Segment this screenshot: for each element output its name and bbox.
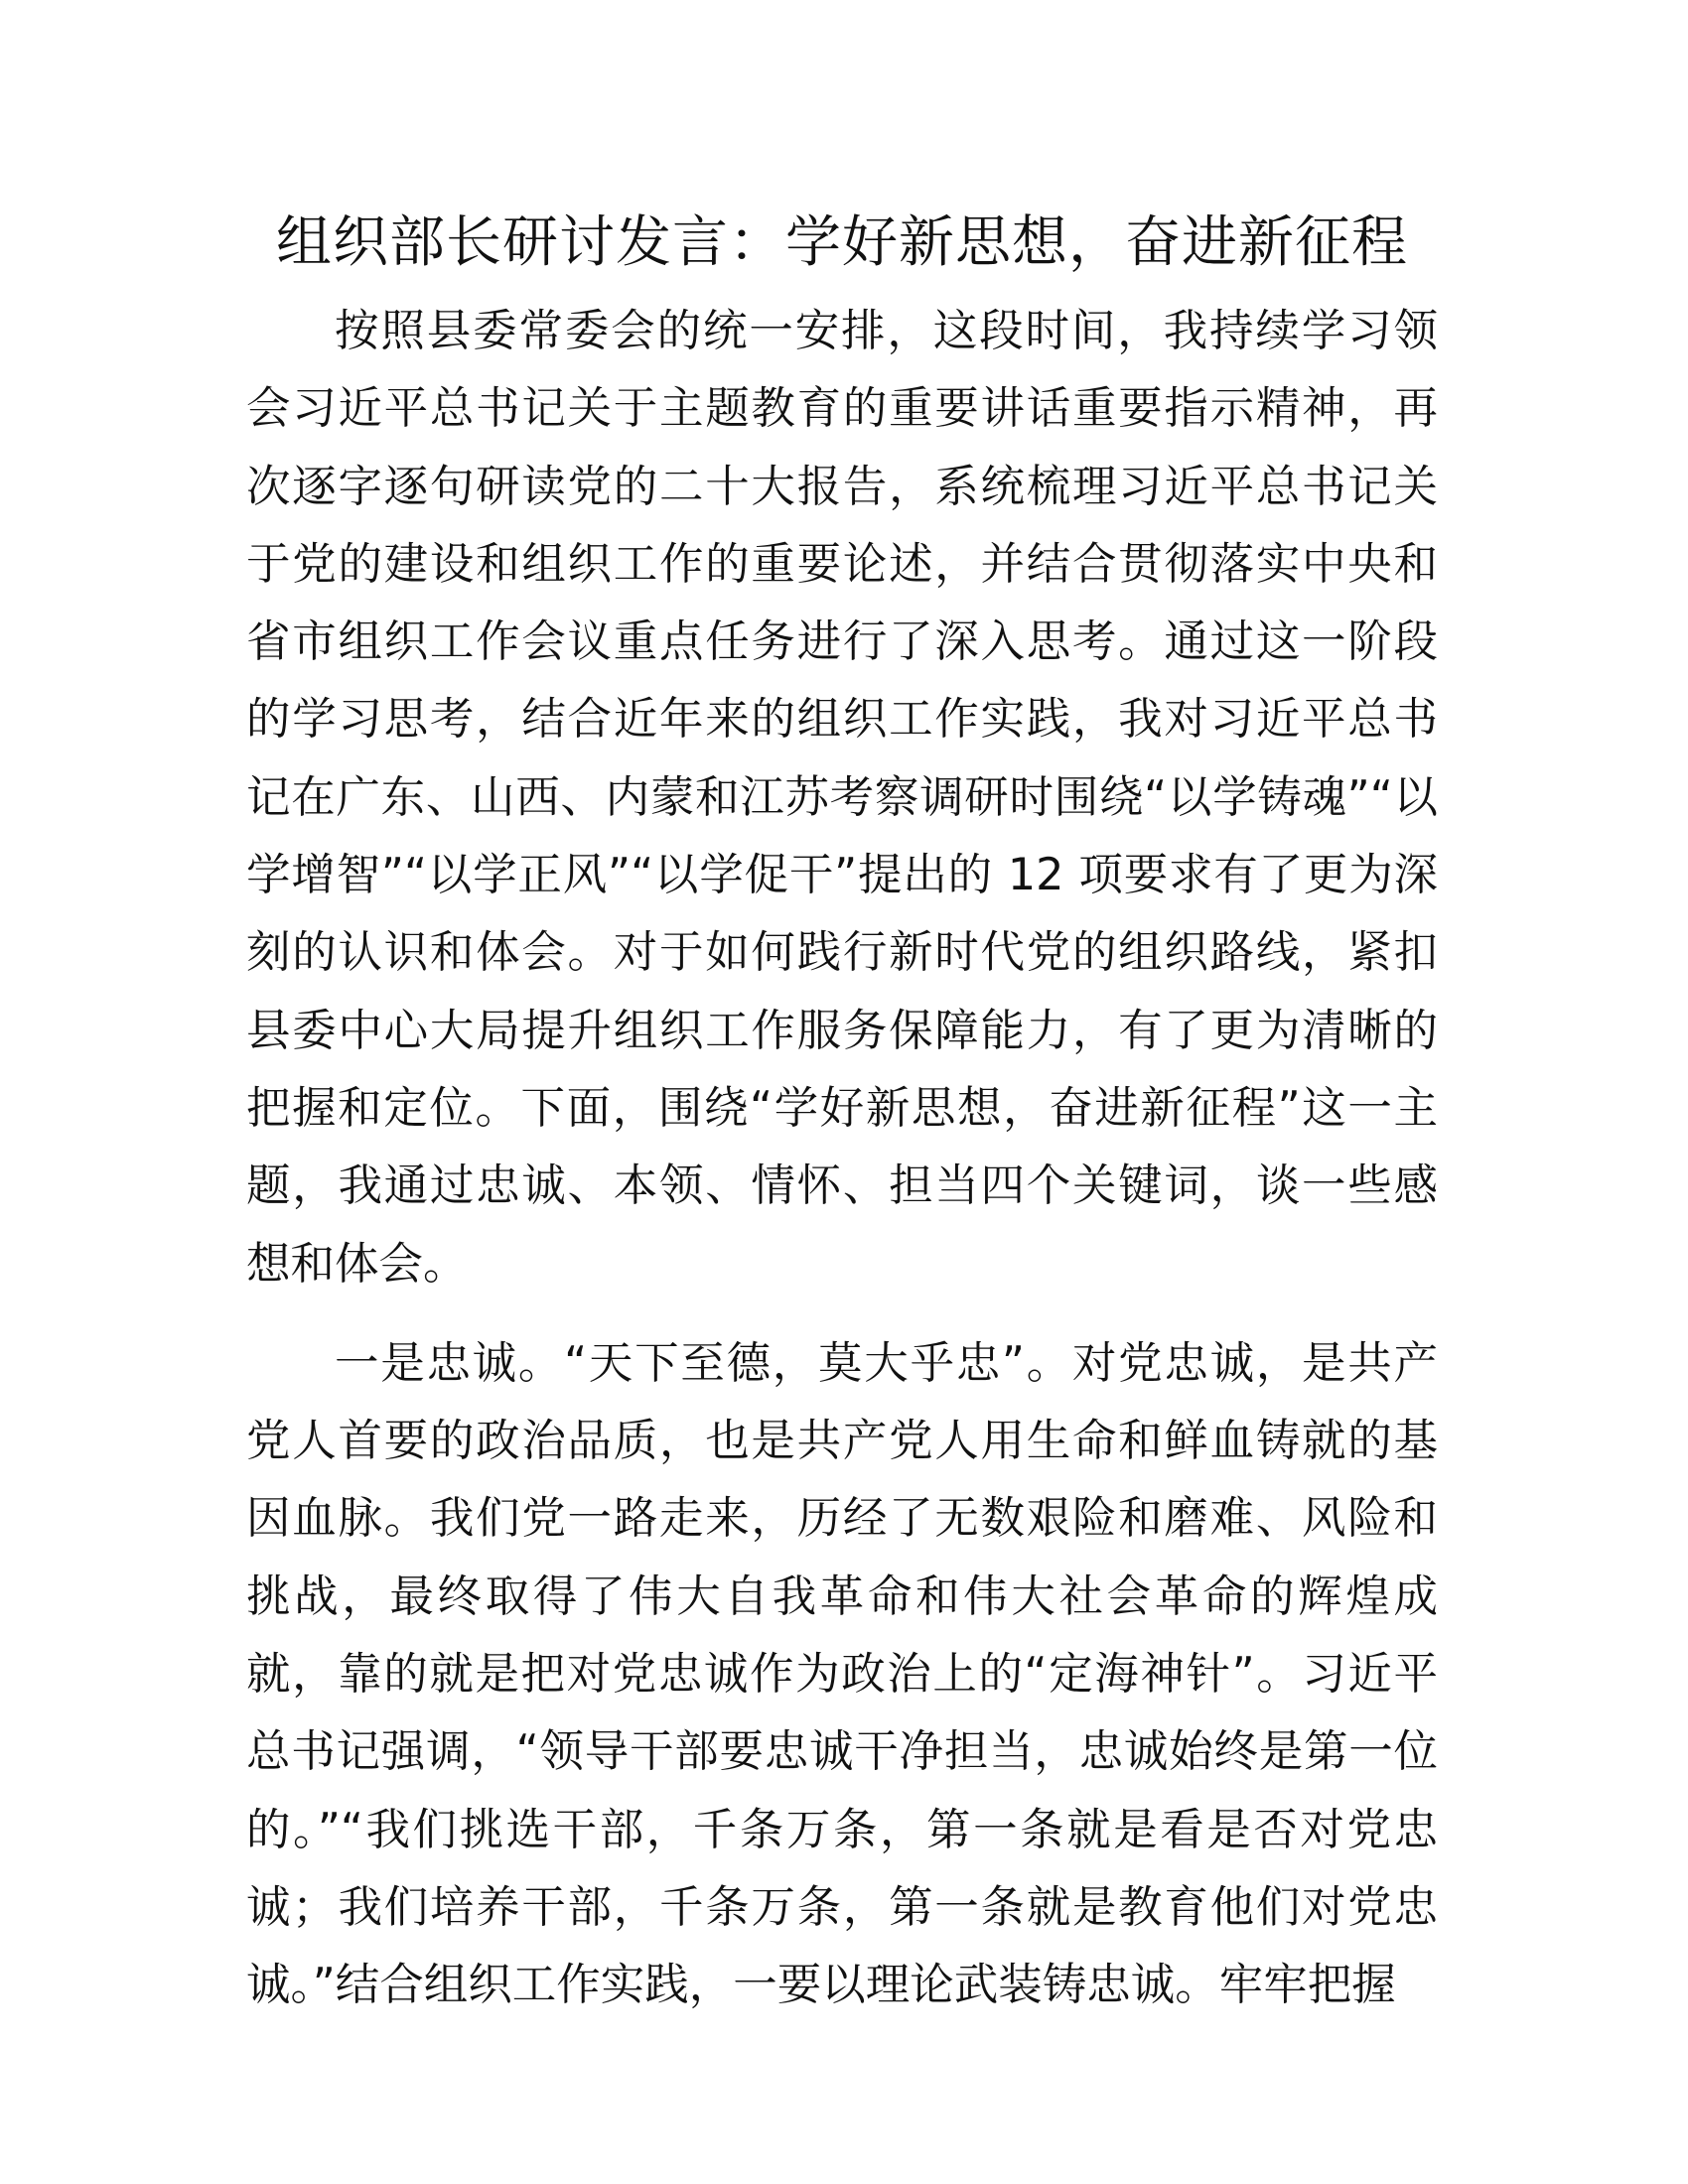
paragraph-intro: 按照县委常委会的统一安排，这段时间，我持续学习领会习近平总书记关于主题教育的重要讲话重要指示精神，再次逐字逐句研读党的二十大报告，系统梳理习近平总书记关于党的建设和组织工作的重要论述，并结合贯彻落实中央和省市组织工作会议重点任务进行了深入思考。通过这一阶段的学习思考，结合近年来的组织工作实践，我对习近平总书记在广东、山西、内蒙和江苏考察调研时围绕“以学铸魂”“以学增智”“以学正风”“以学促干”提出的 12 项要求有了更为深刻的认识和体会。对于如何践行新时代党的组织路线，紧扣县委中心大局提升组织工作服务保障能力，有了更为清晰的把握和定位。下面，围绕“学好新思想，奋进新征程”这一主题，我通过忠诚、本领、情怀、担当四个关键词，谈一些感想和体会。 [246, 306, 1438, 1290]
paragraph-loyalty: 一是忠诚。“天下至德，莫大乎忠”。对党忠诚，是共产党人首要的政治品质，也是共产党人用生命和鲜血铸就的基因血脉。我们党一路走来，历经了无数艰险和磨难、风险和挑战，最终取得了伟大自我革命和伟大社会革命的辉煌成就，靠的就是把对党忠诚作为政治上的“定海神针”。习近平总书记强调，“领导干部要忠诚干净担当，忠诚始终是第一位的。”“我们挑选干部，千条万条，第一条就是看是否对党忠诚；我们培养干部，千条万条，第一条就是教育他们对党忠诚。”结合组织工作实践，一要以理论武装铸忠诚。牢牢把握 [246, 1337, 1438, 2011]
document-title: 组织部长研讨发言：学好新思想，奋进新征程 [276, 210, 1408, 275]
document-page [246, 194, 1438, 2025]
